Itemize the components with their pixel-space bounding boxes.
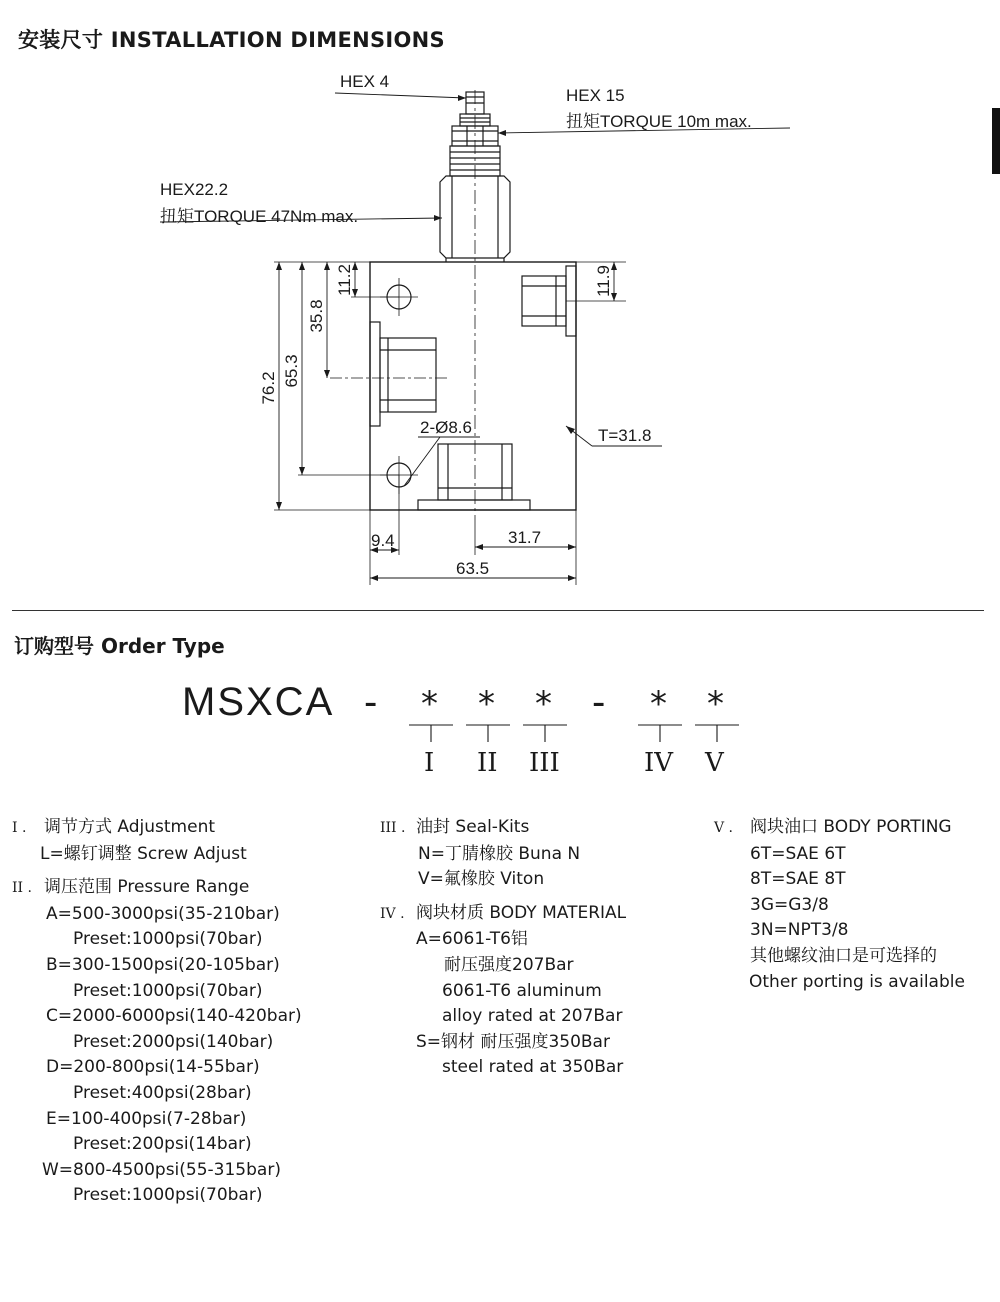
option-line: L=螺钉调整 Screw Adjust <box>40 843 247 864</box>
option-line: E=100-400psi(7-28bar) <box>46 1108 247 1129</box>
hex15-label: HEX 15 <box>566 86 625 105</box>
option-line: D=200-800psi(14-55bar) <box>46 1057 260 1078</box>
options-column-1 <box>12 815 302 1209</box>
dim-11-9: 11.9 <box>594 265 613 297</box>
hex22-torque-label: 扭矩TORQUE 47Nm max. <box>160 207 359 226</box>
option-line: Preset:2000psi(140bar) <box>73 1031 274 1052</box>
option-line: Preset:200psi(14bar) <box>73 1134 252 1155</box>
option-line: 8T=SAE 8T <box>750 869 846 890</box>
section-seal-heading: III . 油封 Seal-Kits <box>380 817 530 837</box>
option-line: alloy rated at 207Bar <box>442 1006 623 1027</box>
option-line: 6061-T6 aluminum <box>442 980 602 1001</box>
option-line: A=500-3000psi(35-210bar) <box>46 903 280 924</box>
option-line: 其他螺纹油口是可选择的 <box>750 945 937 966</box>
options-column-3 <box>714 815 965 995</box>
option-line: S=钢材 耐压强度350Bar <box>416 1031 610 1052</box>
model-dash-1: - <box>364 680 380 724</box>
numeral-3: III <box>529 748 560 778</box>
installation-drawing <box>0 0 1000 610</box>
dim-63-5: 63.5 <box>456 559 490 578</box>
code-slot-4: * <box>650 684 667 724</box>
numeral-5: V <box>705 748 724 778</box>
hex15-torque-label: 扭矩TORQUE 10m max. <box>566 112 752 131</box>
option-line: C=2000-6000psi(140-420bar) <box>46 1006 302 1027</box>
code-slot-5: * <box>707 684 724 724</box>
option-line: N=丁腈橡胶 Buna N <box>418 843 581 864</box>
dim-11-2: 11.2 <box>335 264 354 296</box>
numeral-4: IV <box>644 748 674 778</box>
options-column-2 <box>380 815 626 1081</box>
code-slot-1: * <box>421 684 438 724</box>
option-line: V=氟橡胶 Viton <box>418 869 545 890</box>
code-slot-3: * <box>535 684 552 724</box>
dim-31-7: 31.7 <box>508 528 542 547</box>
dim-35-8: 35.8 <box>307 299 326 333</box>
option-line: A=6061-T6铝 <box>416 929 528 950</box>
section-pressure-heading: II . 调压范围 Pressure Range <box>12 877 250 898</box>
option-line: 6T=SAE 6T <box>750 843 846 864</box>
installation-title: 安装尺寸 INSTALLATION DIMENSIONS <box>18 28 445 52</box>
section-adjustment-heading: I . 调节方式 Adjustment <box>12 817 216 837</box>
dim-76-2: 76.2 <box>259 371 278 405</box>
model-name: MSXCA <box>182 680 335 724</box>
section-material-heading: IV . 阀块材质 BODY MATERIAL <box>380 902 627 923</box>
option-line: 3G=G3/8 <box>750 894 829 915</box>
manifold-block <box>370 262 576 510</box>
hex22-label: HEX22.2 <box>160 180 229 199</box>
dim-thickness: T=31.8 <box>598 426 652 445</box>
option-line: steel rated at 350Bar <box>442 1057 624 1078</box>
option-line: Preset:400psi(28bar) <box>73 1082 252 1103</box>
hex4-label: HEX 4 <box>340 72 390 91</box>
option-line: 耐压强度207Bar <box>444 954 574 975</box>
numeral-1: I <box>424 748 435 778</box>
option-line: Preset:1000psi(70bar) <box>73 1185 263 1206</box>
option-line: Preset:1000psi(70bar) <box>73 980 263 1001</box>
section-porting-heading: V . 阀块油口 BODY PORTING <box>714 817 952 837</box>
option-line: B=300-1500psi(20-105bar) <box>46 954 280 975</box>
dim-holes: 2-Ø8.6 <box>420 418 472 437</box>
model-dash-2: - <box>592 680 608 724</box>
option-line: W=800-4500psi(55-315bar) <box>42 1159 281 1180</box>
dim-65-3: 65.3 <box>282 354 301 388</box>
section-divider <box>12 610 984 611</box>
order-title: 订购型号 Order Type <box>14 634 225 658</box>
numeral-2: II <box>477 748 498 778</box>
option-line: 3N=NPT3/8 <box>750 920 849 941</box>
option-line: Preset:1000psi(70bar) <box>73 929 263 950</box>
dim-9-4: 9.4 <box>371 531 395 550</box>
option-line: Other porting is available <box>749 971 965 992</box>
code-slot-2: * <box>478 684 495 724</box>
